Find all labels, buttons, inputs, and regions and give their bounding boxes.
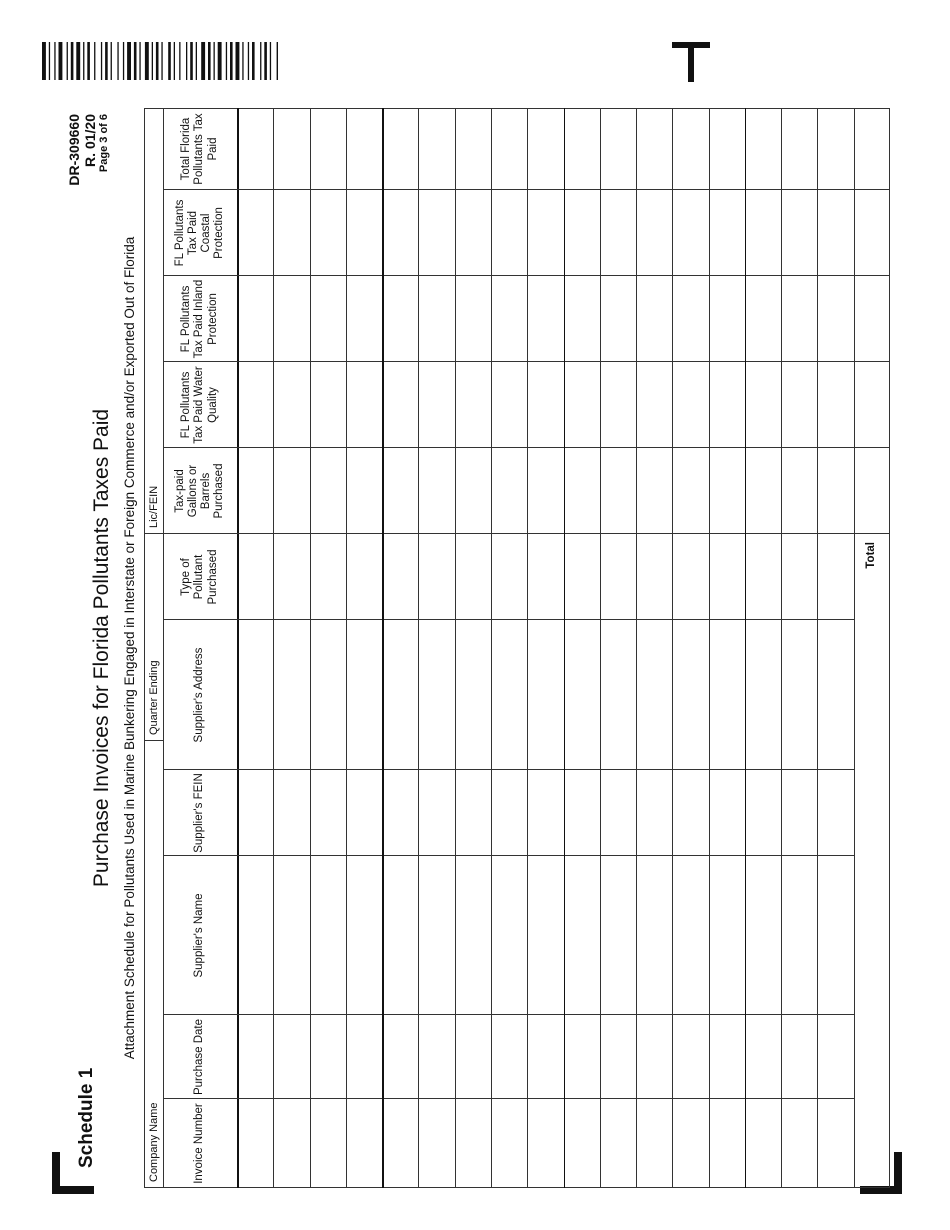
table-cell[interactable] (456, 857, 490, 1014)
barcode-bar (76, 42, 80, 80)
page-number: Page 3 of 6 (98, 114, 110, 173)
table-cell[interactable] (347, 277, 381, 361)
table-cell[interactable] (274, 109, 308, 189)
table-cell[interactable] (347, 363, 381, 447)
barcode-bar (186, 42, 187, 80)
table-cell[interactable] (746, 191, 780, 275)
table-cell[interactable] (782, 109, 816, 189)
table-cell[interactable] (818, 191, 852, 275)
table-cell[interactable] (782, 277, 816, 361)
form-header (60, 108, 144, 1188)
barcode-bar (139, 42, 140, 80)
table-cell[interactable] (238, 363, 272, 447)
table-cell[interactable] (274, 621, 308, 769)
table-cell[interactable] (710, 1016, 744, 1098)
info-row-divider (163, 108, 164, 1188)
table-cell[interactable] (565, 535, 599, 619)
barcode-image (42, 42, 278, 80)
table-cell[interactable] (238, 449, 272, 533)
table-cell[interactable] (419, 1100, 453, 1187)
table-cell[interactable] (601, 535, 635, 619)
table-cell[interactable] (710, 1100, 744, 1187)
schedule-label: Schedule 1 (76, 1067, 97, 1168)
table-cell[interactable] (782, 1100, 816, 1187)
table-cell[interactable] (419, 363, 453, 447)
barcode-bar (54, 42, 55, 80)
table-cell[interactable] (528, 857, 562, 1014)
table-cell[interactable] (456, 535, 490, 619)
table-cell[interactable] (274, 449, 308, 533)
table-cell[interactable] (347, 535, 381, 619)
table-cell[interactable] (419, 535, 453, 619)
table-cell[interactable] (565, 771, 599, 855)
table-cell[interactable] (818, 449, 852, 533)
column-header: Tax-paid Gallons or Barrels Purchased (173, 463, 226, 519)
barcode-bar (101, 42, 102, 80)
table-cell[interactable] (274, 1100, 308, 1187)
table-cell[interactable] (347, 191, 381, 275)
table-cell[interactable] (238, 535, 272, 619)
table-cell[interactable] (528, 191, 562, 275)
invoice-table (144, 108, 890, 1188)
table-cell[interactable] (746, 1016, 780, 1098)
column-divider (163, 1014, 854, 1015)
barcode-bar (179, 42, 180, 80)
quarter-ending-label: Quarter Ending (148, 660, 160, 735)
table-cell[interactable] (456, 363, 490, 447)
barcode-bar (145, 42, 149, 80)
table-cell[interactable] (782, 191, 816, 275)
barcode-bar (127, 42, 131, 80)
barcode-bar (59, 42, 63, 80)
table-cell[interactable] (673, 621, 707, 769)
barcode-bar (242, 42, 243, 80)
table-cell[interactable] (818, 621, 852, 769)
table-cell[interactable] (274, 771, 308, 855)
registration-mark-t-stem (688, 42, 694, 82)
table-cell[interactable] (492, 771, 526, 855)
table-cell[interactable] (383, 277, 417, 361)
info-divider (144, 740, 163, 741)
total-cell[interactable] (855, 449, 889, 533)
table-cell[interactable] (456, 109, 490, 189)
column-header: Total Florida Pollutants Tax Paid (180, 113, 219, 185)
table-cell[interactable] (528, 363, 562, 447)
column-header: FL Pollutants Tax Paid Water Quality (180, 366, 219, 444)
table-cell[interactable] (637, 771, 671, 855)
table-cell[interactable] (601, 1016, 635, 1098)
table-cell[interactable] (746, 621, 780, 769)
table-cell[interactable] (492, 363, 526, 447)
table-cell[interactable] (565, 1100, 599, 1187)
form-id-block (66, 114, 110, 186)
column-header: Purchase Date (193, 1018, 206, 1096)
barcode-bar (83, 42, 84, 80)
table-cell[interactable] (419, 771, 453, 855)
barcode-bar (71, 42, 74, 80)
table-cell[interactable] (818, 1100, 852, 1187)
table-cell[interactable] (238, 191, 272, 275)
table-cell[interactable] (528, 109, 562, 189)
table-cell[interactable] (673, 771, 707, 855)
table-cell[interactable] (311, 277, 345, 361)
table-cell[interactable] (274, 277, 308, 361)
barcode-bar (264, 42, 267, 80)
table-cell[interactable] (528, 1016, 562, 1098)
table-cell[interactable] (565, 621, 599, 769)
table-cell[interactable] (238, 1100, 272, 1187)
table-cell[interactable] (456, 277, 490, 361)
barcode-bar (174, 42, 175, 80)
barcode-bar (190, 42, 193, 80)
table-cell[interactable] (637, 857, 671, 1014)
table-cell[interactable] (818, 771, 852, 855)
barcode-bar (168, 42, 171, 80)
table-cell[interactable] (347, 109, 381, 189)
table-cell[interactable] (637, 109, 671, 189)
column-header: FL Pollutants Tax Paid Coastal Protection (173, 199, 226, 267)
barcode-bar (134, 42, 137, 80)
table-cell[interactable] (383, 621, 417, 769)
table-cell[interactable] (492, 109, 526, 189)
table-cell[interactable] (383, 449, 417, 533)
table-cell[interactable] (746, 857, 780, 1014)
table-cell[interactable] (565, 191, 599, 275)
table-cell[interactable] (746, 363, 780, 447)
table-cell[interactable] (311, 109, 345, 189)
table-border-left (144, 1187, 890, 1188)
table-cell[interactable] (637, 1016, 671, 1098)
table-cell[interactable] (746, 1100, 780, 1187)
info-divider (144, 533, 163, 534)
table-cell[interactable] (383, 1016, 417, 1098)
barcode-bar (260, 42, 261, 80)
barcode-bar (87, 42, 90, 80)
barcode-bar (201, 42, 205, 80)
table-cell[interactable] (601, 621, 635, 769)
barcode-bar (196, 42, 197, 80)
table-cell[interactable] (274, 535, 308, 619)
table-cell[interactable] (456, 1016, 490, 1098)
table-cell[interactable] (673, 277, 707, 361)
table-cell[interactable] (818, 535, 852, 619)
table-cell[interactable] (710, 621, 744, 769)
table-cell[interactable] (419, 449, 453, 533)
table-cell[interactable] (637, 363, 671, 447)
table-cell[interactable] (601, 191, 635, 275)
barcode-bar (152, 42, 153, 80)
table-cell[interactable] (383, 1100, 417, 1187)
table-cell[interactable] (565, 1016, 599, 1098)
total-cell[interactable] (855, 363, 889, 447)
table-cell[interactable] (311, 1016, 345, 1098)
table-cell[interactable] (383, 363, 417, 447)
table-cell[interactable] (311, 621, 345, 769)
table-cell[interactable] (311, 771, 345, 855)
table-cell[interactable] (492, 191, 526, 275)
table-cell[interactable] (456, 191, 490, 275)
column-divider (163, 619, 854, 620)
table-cell[interactable] (383, 857, 417, 1014)
table-cell[interactable] (673, 1016, 707, 1098)
barcode-bar (277, 42, 278, 80)
table-cell[interactable] (311, 449, 345, 533)
table-cell[interactable] (710, 449, 744, 533)
table-cell[interactable] (710, 535, 744, 619)
table-cell[interactable] (746, 771, 780, 855)
table-cell[interactable] (383, 109, 417, 189)
table-cell[interactable] (782, 535, 816, 619)
table-cell[interactable] (492, 1016, 526, 1098)
table-cell[interactable] (601, 109, 635, 189)
table-cell[interactable] (238, 109, 272, 189)
table-cell[interactable] (601, 363, 635, 447)
table-cell[interactable] (311, 363, 345, 447)
table-cell[interactable] (710, 277, 744, 361)
table-cell[interactable] (419, 191, 453, 275)
barcode-bar (226, 42, 227, 80)
table-cell[interactable] (383, 535, 417, 619)
table-cell[interactable] (637, 535, 671, 619)
table-cell[interactable] (347, 771, 381, 855)
column-header: Invoice Number (193, 1103, 206, 1184)
table-cell[interactable] (565, 857, 599, 1014)
table-border-top (144, 108, 145, 1188)
table-cell[interactable] (419, 277, 453, 361)
barcode-bar (117, 42, 118, 80)
table-cell[interactable] (710, 191, 744, 275)
table-cell[interactable] (818, 277, 852, 361)
table-cell[interactable] (710, 857, 744, 1014)
schedule-form (60, 108, 890, 1188)
table-cell[interactable] (818, 109, 852, 189)
barcode-bar (218, 42, 222, 80)
table-cell[interactable] (782, 621, 816, 769)
table-border-bottom (889, 108, 890, 1188)
table-cell[interactable] (383, 191, 417, 275)
table-cell[interactable] (782, 1016, 816, 1098)
table-cell[interactable] (710, 109, 744, 189)
table-cell[interactable] (492, 277, 526, 361)
table-cell[interactable] (238, 857, 272, 1014)
barcode-bar (105, 42, 108, 80)
table-cell[interactable] (601, 771, 635, 855)
table-cell[interactable] (528, 277, 562, 361)
barcode-bar (42, 42, 46, 80)
table-cell[interactable] (347, 857, 381, 1014)
table-cell[interactable] (456, 771, 490, 855)
table-cell[interactable] (673, 109, 707, 189)
table-cell[interactable] (274, 857, 308, 1014)
total-label: Total (865, 542, 878, 569)
table-cell[interactable] (528, 1100, 562, 1187)
table-cell[interactable] (710, 771, 744, 855)
table-cell[interactable] (347, 1100, 381, 1187)
table-cell[interactable] (782, 771, 816, 855)
table-cell[interactable] (782, 363, 816, 447)
barcode-bar (67, 42, 68, 80)
table-cell[interactable] (492, 857, 526, 1014)
form-title: Purchase Invoices for Florida Pollutants Taxes Paid (90, 408, 113, 888)
table-cell[interactable] (238, 1016, 272, 1098)
table-cell[interactable] (565, 277, 599, 361)
column-header: Type of Pollutant Purchased (180, 549, 219, 605)
barcode-bar (111, 42, 112, 80)
table-cell[interactable] (528, 449, 562, 533)
table-cell[interactable] (347, 1016, 381, 1098)
table-cell[interactable] (238, 277, 272, 361)
barcode-bar (156, 42, 159, 80)
barcode-bar (123, 42, 124, 80)
table-cell[interactable] (673, 535, 707, 619)
form-number: DR-309660 (66, 114, 82, 186)
table-cell[interactable] (637, 449, 671, 533)
table-cell[interactable] (637, 621, 671, 769)
table-cell[interactable] (565, 109, 599, 189)
column-header: FL Pollutants Tax Paid Inland Protection (180, 279, 219, 359)
table-cell[interactable] (673, 449, 707, 533)
table-cell[interactable] (673, 857, 707, 1014)
table-cell[interactable] (311, 191, 345, 275)
table-cell[interactable] (492, 621, 526, 769)
table-cell[interactable] (818, 363, 852, 447)
barcode-bar (230, 42, 233, 80)
table-cell[interactable] (492, 535, 526, 619)
barcode-bar (94, 42, 95, 80)
table-cell[interactable] (528, 535, 562, 619)
table-cell[interactable] (818, 857, 852, 1014)
table-cell[interactable] (637, 1100, 671, 1187)
table-cell[interactable] (311, 535, 345, 619)
lic-fein-label: Lic/FEIN (148, 485, 160, 528)
table-cell[interactable] (311, 1100, 345, 1187)
table-cell[interactable] (419, 109, 453, 189)
table-cell[interactable] (456, 621, 490, 769)
table-cell[interactable] (601, 449, 635, 533)
table-cell[interactable] (673, 191, 707, 275)
table-cell[interactable] (238, 771, 272, 855)
column-divider (163, 855, 854, 856)
table-cell[interactable] (601, 1100, 635, 1187)
barcode-bar (248, 42, 249, 80)
barcode-bar (208, 42, 211, 80)
table-cell[interactable] (383, 771, 417, 855)
table-cell[interactable] (274, 1016, 308, 1098)
column-header: Supplier's Name (193, 893, 206, 978)
company-name-label: Company Name (148, 1102, 160, 1182)
table-cell[interactable] (565, 449, 599, 533)
table-cell[interactable] (782, 857, 816, 1014)
column-divider (163, 1098, 854, 1099)
table-cell[interactable] (419, 621, 453, 769)
table-cell[interactable] (274, 363, 308, 447)
table-cell[interactable] (818, 1016, 852, 1098)
table-cell[interactable] (673, 1100, 707, 1187)
total-cell[interactable] (855, 277, 889, 361)
total-cell[interactable] (855, 191, 889, 275)
table-cell[interactable] (746, 109, 780, 189)
total-cell[interactable] (855, 109, 889, 189)
table-cell[interactable] (419, 857, 453, 1014)
column-header: Supplier's FEIN (193, 773, 206, 853)
table-cell[interactable] (528, 621, 562, 769)
table-cell[interactable] (637, 191, 671, 275)
table-cell[interactable] (601, 277, 635, 361)
table-cell[interactable] (782, 449, 816, 533)
table-cell[interactable] (673, 363, 707, 447)
table-cell[interactable] (637, 277, 671, 361)
table-cell[interactable] (601, 857, 635, 1014)
table-cell[interactable] (492, 449, 526, 533)
table-cell[interactable] (746, 277, 780, 361)
form-revision: R. 01/20 (82, 114, 98, 167)
barcode-bar (49, 42, 50, 80)
table-cell[interactable] (528, 771, 562, 855)
table-cell[interactable] (311, 857, 345, 1014)
table-cell[interactable] (456, 449, 490, 533)
table-cell[interactable] (274, 191, 308, 275)
table-cell[interactable] (746, 449, 780, 533)
table-cell[interactable] (347, 449, 381, 533)
table-cell[interactable] (419, 1016, 453, 1098)
barcode-bar (252, 42, 255, 80)
table-cell[interactable] (746, 535, 780, 619)
column-divider (163, 769, 854, 770)
barcode-bar (236, 42, 240, 80)
barcode-bar (270, 42, 271, 80)
table-cell[interactable] (347, 621, 381, 769)
table-cell[interactable] (492, 1100, 526, 1187)
barcode-bar (214, 42, 215, 80)
form-subtitle: Attachment Schedule for Pollutants Used in Marine Bunkering Engaged in Interstate or Foreign Commerce and/or Exported Out of Florida (122, 236, 137, 1060)
table-cell[interactable] (238, 621, 272, 769)
table-cell[interactable] (456, 1100, 490, 1187)
barcode-bar (161, 42, 162, 80)
table-cell[interactable] (710, 363, 744, 447)
column-header: Supplier's Address (193, 647, 206, 743)
table-cell[interactable] (565, 363, 599, 447)
